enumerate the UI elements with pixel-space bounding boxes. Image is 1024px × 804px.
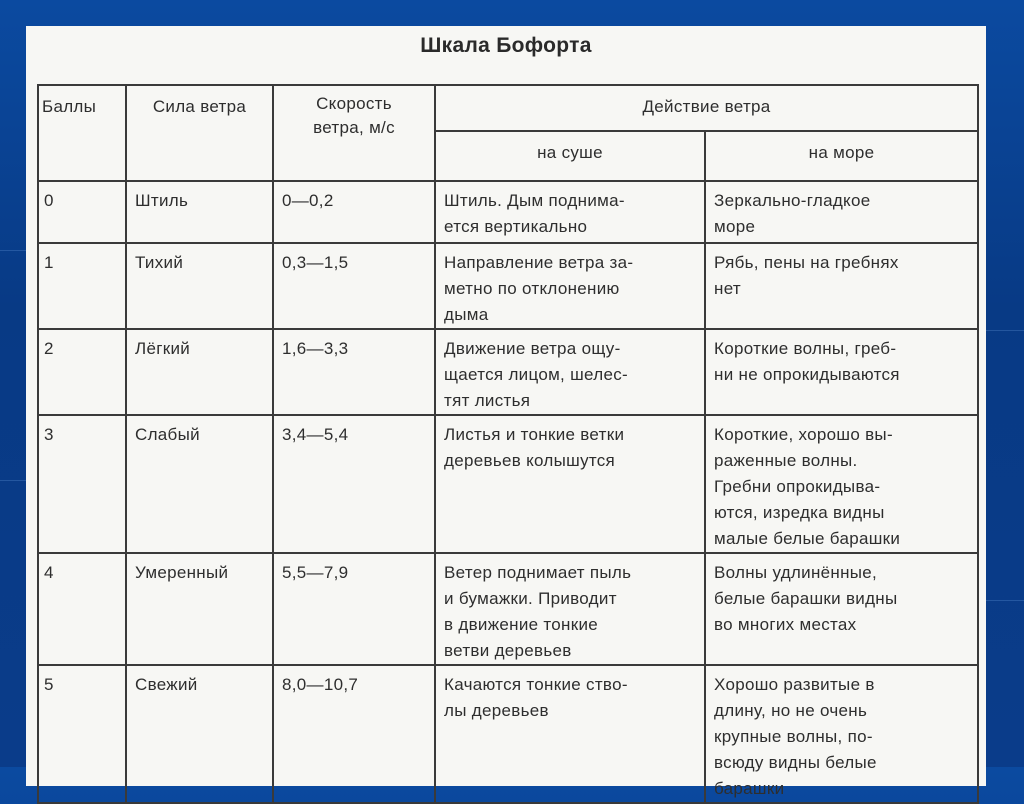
- sea-effect-line: Волны удлинённые,: [714, 563, 878, 582]
- sea-effect-line: Зеркально-гладкое: [714, 191, 871, 210]
- sea-effect-line: море: [714, 217, 756, 236]
- land-effect-line: Штиль. Дым поднима-: [444, 191, 625, 210]
- header-force: Сила ветра: [126, 85, 273, 181]
- land-effect-line: Листья и тонкие ветки: [444, 425, 625, 444]
- table-header: [38, 85, 978, 181]
- score-cell: 0: [38, 181, 126, 243]
- header-at-sea: на море: [705, 131, 978, 181]
- speed-cell: 0,3—1,5: [273, 243, 435, 329]
- score-cell: 1: [38, 243, 126, 329]
- sea-effect-line: Короткие волны, греб-: [714, 339, 897, 358]
- sea-effect-line: барашки: [714, 779, 785, 798]
- header-score: Баллы: [38, 85, 126, 181]
- score-cell: 3: [38, 415, 126, 553]
- sea-effect-line: Короткие, хорошо вы-: [714, 425, 893, 444]
- land-effect-cell: [435, 665, 705, 803]
- speed-cell: 1,6—3,3: [273, 329, 435, 415]
- background-stripe: [986, 330, 1024, 331]
- sea-effect-line: белые барашки видны: [714, 589, 898, 608]
- force-cell: Свежий: [126, 665, 273, 803]
- header-speed-line2: ветра, м/с: [313, 118, 395, 137]
- sea-effect-cell: [705, 415, 978, 553]
- sea-effect-line: малые белые барашки: [714, 529, 901, 548]
- page-title: Шкала Бофорта: [420, 34, 592, 57]
- sea-effect-cell: [705, 665, 978, 803]
- speed-cell: 5,5—7,9: [273, 553, 435, 665]
- sea-effect-cell: [705, 181, 978, 243]
- table-body: [38, 181, 978, 803]
- background-stripe: [0, 480, 26, 481]
- land-effect-line: Ветер поднимает пыль: [444, 563, 632, 582]
- sea-effect-line: крупные волны, по-: [714, 727, 873, 746]
- land-effect-line: в движение тонкие: [444, 615, 599, 634]
- land-effect-line: и бумажки. Приводит: [444, 589, 617, 608]
- land-effect-line: метно по отклонению: [444, 279, 620, 298]
- land-effect-line: щается лицом, шелес-: [444, 365, 628, 384]
- sea-effect-line: ни не опрокидываются: [714, 365, 900, 384]
- land-effect-cell: [435, 181, 705, 243]
- table-row: [38, 553, 978, 665]
- sea-effect-cell: [705, 243, 978, 329]
- sea-effect-line: Рябь, пены на гребнях: [714, 253, 899, 272]
- speed-cell: 8,0—10,7: [273, 665, 435, 803]
- land-effect-cell: [435, 329, 705, 415]
- land-effect-line: ется вертикально: [444, 217, 588, 236]
- sea-effect-line: раженные волны.: [714, 451, 858, 470]
- header-speed-line1: Скорость: [316, 94, 392, 113]
- beaufort-table: [37, 84, 979, 804]
- land-effect-line: ветви деревьев: [444, 641, 572, 660]
- land-effect-cell: [435, 243, 705, 329]
- sea-effect-line: во многих местах: [714, 615, 857, 634]
- sea-effect-line: ются, изредка видны: [714, 503, 885, 522]
- force-cell: Штиль: [126, 181, 273, 243]
- table-row: [38, 243, 978, 329]
- land-effect-line: лы деревьев: [444, 701, 549, 720]
- header-speed: [273, 85, 435, 181]
- sea-effect-line: Хорошо развитые в: [714, 675, 875, 694]
- force-cell: Умеренный: [126, 553, 273, 665]
- land-effect-line: Качаются тонкие ство-: [444, 675, 628, 694]
- background-stripe: [0, 250, 26, 251]
- score-cell: 4: [38, 553, 126, 665]
- header-on-land: на суше: [435, 131, 705, 181]
- table-row: [38, 329, 978, 415]
- sea-effect-line: Гребни опрокидыва-: [714, 477, 881, 496]
- force-cell: Лёгкий: [126, 329, 273, 415]
- table-row: [38, 665, 978, 803]
- land-effect-cell: [435, 553, 705, 665]
- land-effect-line: деревьев колышутся: [444, 451, 616, 470]
- speed-cell: 0—0,2: [273, 181, 435, 243]
- land-effect-line: Направление ветра за-: [444, 253, 634, 272]
- sea-effect-line: длину, но не очень: [714, 701, 868, 720]
- force-cell: Тихий: [126, 243, 273, 329]
- background-stripe: [986, 600, 1024, 601]
- speed-cell: 3,4—5,4: [273, 415, 435, 553]
- table-row: [38, 415, 978, 553]
- force-cell: Слабый: [126, 415, 273, 553]
- table-row: [38, 181, 978, 243]
- sea-effect-cell: [705, 329, 978, 415]
- sea-effect-line: нет: [714, 279, 741, 298]
- sea-effect-line: всюду видны белые: [714, 753, 877, 772]
- land-effect-cell: [435, 415, 705, 553]
- land-effect-line: дыма: [444, 305, 489, 324]
- land-effect-line: тят листья: [444, 391, 531, 410]
- score-cell: 5: [38, 665, 126, 803]
- header-action: Действие ветра: [435, 85, 978, 131]
- document-page: [26, 26, 986, 798]
- land-effect-line: Движение ветра ощу-: [444, 339, 621, 358]
- score-cell: 2: [38, 329, 126, 415]
- sea-effect-cell: [705, 553, 978, 665]
